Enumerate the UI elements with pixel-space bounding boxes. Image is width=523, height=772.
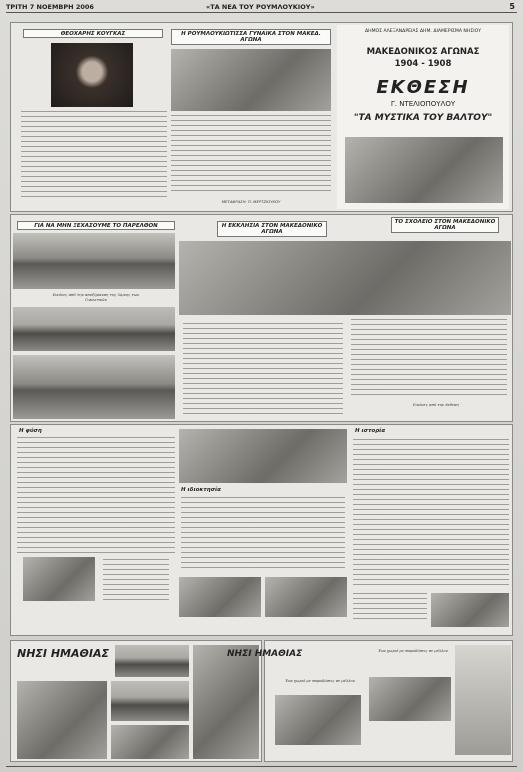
newspaper-name: «ΤΑ ΝΕΑ ΤΟΥ ΡΟΥΜΛΟΥΚΙΟΥ» [206, 3, 315, 11]
top-rule [6, 12, 517, 13]
nisi-photo-h [455, 645, 511, 755]
lake-photo-2 [13, 307, 175, 351]
nature-history-panel [10, 424, 513, 636]
exhibit-caption: Εικόνες από την έκθεση [413, 402, 459, 407]
nisi-photo-g [369, 677, 451, 721]
lake-photo-3 [13, 355, 175, 419]
poster-exhibition-word: ΕΚΘΕΣΗ [376, 77, 470, 98]
lake-caption: Εικόνες από την αποξήρανση της λίμνης των Γιαννιτσών [52, 292, 140, 302]
past-heading: ΓΙΑ ΝΑ ΜΗΝ ΞΕΧΑΣΟΥΜΕ ΤΟ ΠΑΡΕΛΘΟΝ [17, 221, 175, 230]
nisi-left-title: ΝΗΣΙ ΗΜΑΘΙΑΣ [17, 647, 109, 660]
nisi-photo-b [17, 681, 107, 759]
interior-photo-1 [179, 577, 261, 617]
bottom-rule [6, 766, 517, 767]
poster-municipality: ΔΗΜΟΣ ΑΛΕΞΑΝΔΡΕΙΑΣ ΔΗΜ. ΔΙΑΜΕΡΙΣΜΑ ΝΗΣΙΟΥ [364, 29, 482, 34]
portrait-article-text [21, 111, 167, 197]
woman-caption: ΜΕΤΑΦΡΑΣΗ: Π. ΜΕΡΤΖΙΟΥΚΟΥ [221, 199, 281, 204]
poster-struggle: ΜΑΚΕΔΟΝΙΚΟΣ ΑΓΩΝΑΣ [366, 47, 480, 57]
school-article-text [351, 319, 507, 399]
church-heading: Η ΕΚΚΛΗΣΙΑ ΣΤΟΝ ΜΑΚΕΔΟΝΙΚΟ ΑΓΩΝΑ [217, 221, 327, 237]
nisi-caption-a: Ένα χωριό με παραδόσεις σε μέλλον [285, 678, 355, 683]
architecture-article-text [181, 497, 345, 569]
interior-photo-2 [265, 577, 347, 617]
history-article-text [353, 439, 509, 589]
nature-article-text [17, 437, 175, 555]
nisi-left-panel [10, 640, 262, 762]
exhibition-panel [10, 22, 513, 212]
memory-panel [10, 214, 513, 422]
exhibition-poster [337, 25, 509, 209]
church-school-exhibit-photo [179, 241, 511, 315]
nisi-right-panel [227, 640, 513, 762]
church-article-text [183, 323, 343, 417]
nature-heading: Η φύση [19, 428, 42, 434]
nature-side-text [103, 559, 169, 601]
nature-photo [23, 557, 95, 601]
church-building-photo [179, 429, 347, 483]
woman-article-text [171, 115, 331, 193]
poster-author: Γ. ΝΤΕΛΙΟΠΟΥΛΟΥ [390, 100, 456, 108]
history-heading: Η ιστορία [355, 428, 386, 434]
poster-room-photo [345, 137, 503, 203]
masthead [6, 2, 517, 12]
poster-subtitle: "ΤΑ ΜΥΣΤΙΚΑ ΤΟΥ ΒΑΛΤΟΥ" [353, 113, 493, 123]
architecture-heading: Η ιδιοκτησία [181, 487, 221, 493]
nisi-photo-e [193, 645, 259, 759]
woman-heading: Η ΡΟΥΜΛΟΥΚΙΩΤΙΣΣΑ ΓΥΝΑΙΚΑ ΣΤΟΝ ΜΑΚΕΔ. ΑΓΩΝΑ [171, 29, 331, 45]
history-photo [431, 593, 509, 627]
lake-photo-1 [13, 233, 175, 289]
issue-date: ΤΡΙΤΗ 7 ΝΟΕΜΒΡΗ 2006 [6, 3, 94, 11]
page-number: 5 [509, 2, 515, 11]
poster-years: 1904 - 1908 [394, 59, 452, 69]
nisi-photo-a [115, 645, 189, 677]
nisi-photo-d [111, 725, 189, 759]
woman-exhibit-photo [171, 49, 331, 111]
nisi-photo-c [111, 681, 189, 721]
nisi-caption-b: Ένα χωριό με παραδόσεις σε μέλλον [378, 648, 448, 653]
nisi-photo-f [275, 695, 361, 745]
nisi-right-title: ΝΗΣΙ ΗΜΑΘΙΑΣ [227, 649, 303, 659]
history-side-text [353, 593, 427, 623]
portrait-photo [51, 43, 133, 107]
school-heading: ΤΟ ΣΧΟΛΕΙΟ ΣΤΟΝ ΜΑΚΕΔΟΝΙΚΟ ΑΓΩΝΑ [391, 217, 499, 233]
portrait-heading: ΘΕΟΧΑΡΗΣ ΚΟΥΓΚΑΣ [23, 29, 163, 38]
